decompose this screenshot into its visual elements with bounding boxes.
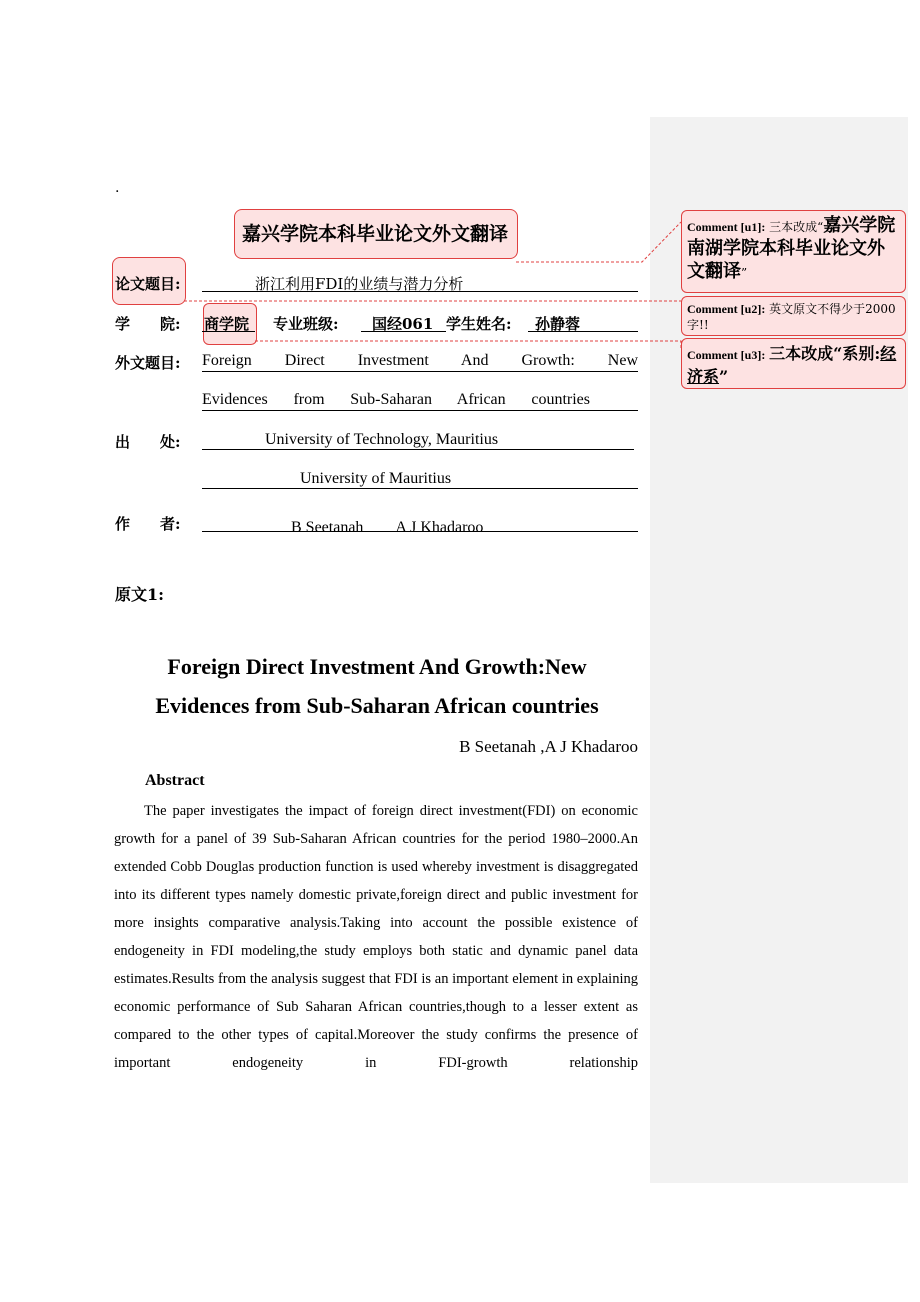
class-label: 专业班级: bbox=[273, 315, 339, 333]
foreign-title-line2: Evidences from Sub-Saharan African countries bbox=[202, 391, 590, 408]
comment-u2[interactable] bbox=[681, 296, 906, 336]
abstract-paragraph: The paper investigates the impact of foreign direct investment(FDI) on economic growth for a panel of 39 Sub-Saharan African countries for the period 1980–2000.An extended Cobb Douglas production function is used whereby investment is disaggregated into its different types namely domestic private,foreign direct and public investment for more insights comparative analysis.Taking into account the possible existence of endogeneity in FDI modeling,the study employs both static and dynamic panel data estimates.Results from the analysis suggest that FDI is an important element in explaining economic performance of Sub Saharan African countries,though to a lesser extent as compared to the other types of capital.Moreover the study confirms the presence of important endogeneity in FDI-growth relationship bbox=[114, 803, 638, 1071]
author-label: 作 者: bbox=[115, 515, 181, 533]
abstract-heading: Abstract bbox=[145, 772, 205, 789]
comment-u2-text: 英文原文不得少于2000字!! bbox=[687, 302, 896, 332]
paper-authors: B Seetanah ,A J Khadaroo bbox=[459, 737, 638, 756]
comment-u3[interactable] bbox=[681, 338, 906, 389]
comment-u3-emph: 经济系 bbox=[687, 344, 897, 386]
original-heading: 原文1: bbox=[115, 585, 165, 604]
student-value: 孙静蓉 bbox=[535, 315, 581, 333]
comment-u1[interactable] bbox=[681, 210, 906, 293]
foreign-title-line1: Foreign Direct Investment And Growth: New bbox=[202, 352, 638, 369]
paper-title-line1: Foreign Direct Investment And Growth:New bbox=[167, 654, 587, 679]
comment-u1-label: Comment [u1]: bbox=[687, 220, 766, 234]
source-line2: University of Mauritius bbox=[300, 470, 452, 487]
comment-u1-suffix: ” bbox=[741, 266, 748, 280]
comment-u2-label: Comment [u2]: bbox=[687, 302, 766, 316]
source-label: 出 处: bbox=[115, 433, 181, 451]
college-label: 学 院: bbox=[115, 315, 181, 333]
class-value: 国经061 bbox=[372, 315, 434, 333]
comment-u3-text: 三本改成“系别: bbox=[769, 344, 881, 363]
comment-u1-prefix: 三本改成“ bbox=[769, 220, 824, 234]
college-value: 商学院 bbox=[204, 315, 250, 333]
document-title: 嘉兴学院本科毕业论文外文翻译 bbox=[241, 223, 508, 245]
comment-u3-label: Comment [u3]: bbox=[687, 348, 766, 362]
paper-title-line2: Evidences from Sub-Saharan African countries bbox=[155, 693, 599, 718]
source-line1: University of Technology, Mauritius bbox=[265, 431, 499, 448]
foreign-title-label: 外文题目: bbox=[115, 354, 181, 372]
stray-dot: . bbox=[115, 180, 120, 196]
comment-u3-suffix: ” bbox=[719, 367, 729, 386]
author-value: B Seetanah A J Khadaroo bbox=[291, 519, 484, 536]
thesis-title-value: 浙江利用FDI的业绩与潜力分析 bbox=[255, 275, 464, 293]
student-label: 学生姓名: bbox=[446, 315, 512, 333]
comment-u1-emph: 嘉兴学院南湖学院本科毕业论文外文翻译 bbox=[687, 215, 896, 282]
thesis-title-label: 论文题目: bbox=[115, 275, 181, 293]
